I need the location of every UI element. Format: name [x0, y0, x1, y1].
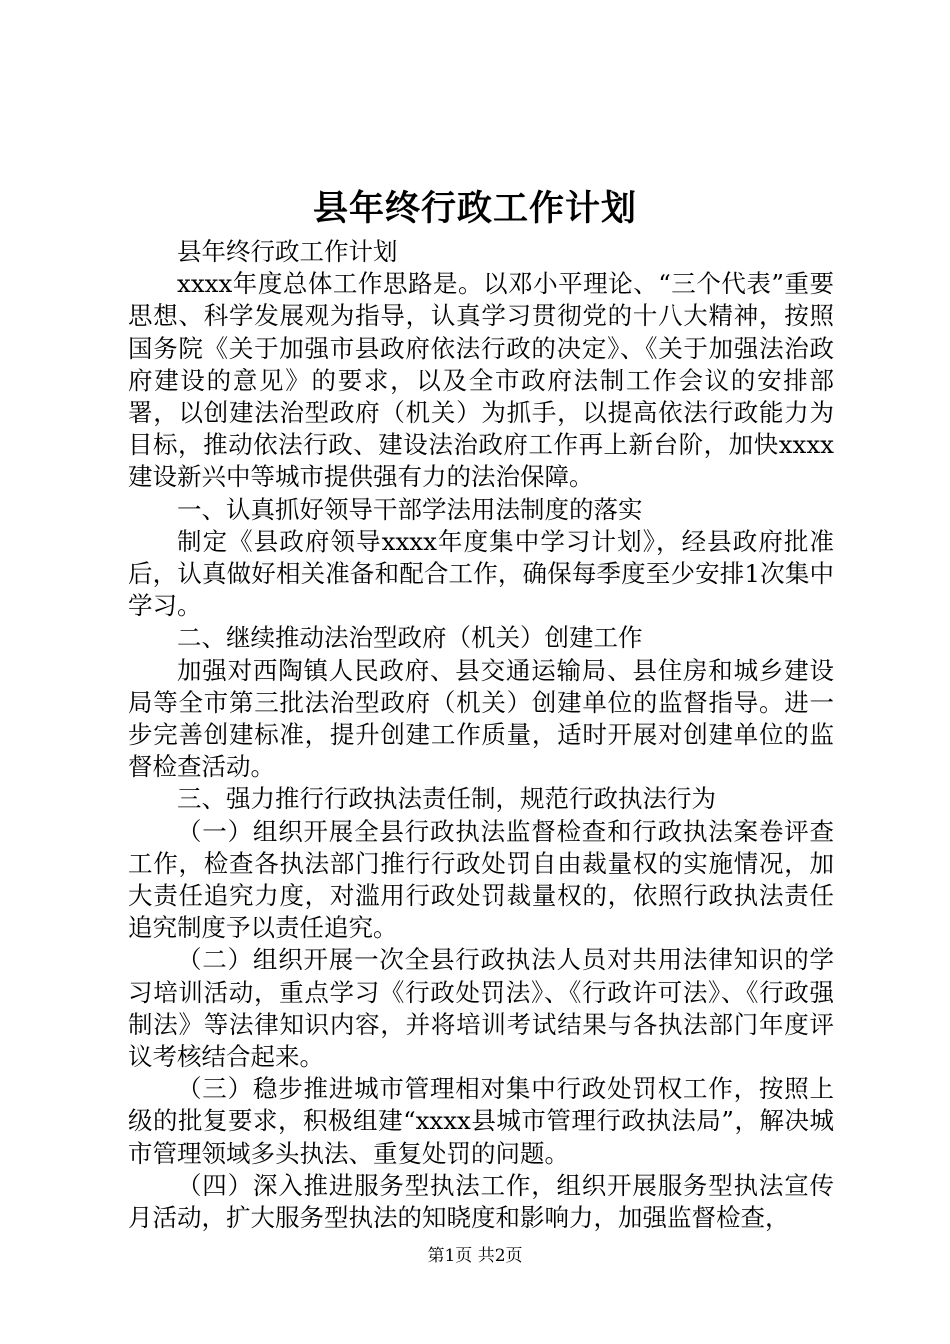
paragraph-section-2: 加强对西陶镇人民政府、县交通运输局、县住房和城乡建设局等全市第三批法治型政府（机关）创建单位的监督指导。进一步完善创建标准，提升创建工作质量，适时开展对创建单位的监督检查活动。 — [128, 655, 834, 782]
paragraph-overview: xxxx年度总体工作思路是。以邓小平理论、“三个代表”重要思想、科学发展观为指导，认真学习贯彻党的十八大精神，按照国务院《关于加强市县政府依法行政的决定》、《关于加强法治政府建设的意见》的要求，以及全市政府法制工作会议的安排部署，以创建法治型政府（机关）为抓手，以提高依法行政能力为目标，推动依法行政、建设法治政府工作再上新台阶，加快xxxx建设新兴中等城市提供强有力的法治保障。 — [128, 269, 834, 492]
paragraph-item-2: （二）组织开展一次全县行政执法人员对共用法律知识的学习培训活动，重点学习《行政处罚法》、《行政许可法》、《行政强制法》等法律知识内容，并将培训考试结果与各执法部门年度评议考核结合起来。 — [128, 945, 834, 1072]
section-heading-1: 一、认真抓好领导干部学法用法制度的落实 — [177, 494, 643, 524]
paragraph-item-3: （三）稳步推进城市管理相对集中行政处罚权工作，按照上级的批复要求，积极组建“xxxx县城市管理行政执法局”，解决城市管理领域多头执法、重复处罚的问题。 — [128, 1074, 834, 1168]
section-heading-2: 二、继续推动法治型政府（机关）创建工作 — [177, 623, 643, 653]
document-body — [128, 236, 834, 1234]
page-footer: 第1页 共2页 — [427, 1246, 523, 1266]
paragraph-section-1: 制定《县政府领导xxxx年度集中学习计划》，经县政府批准后，认真做好相关准备和配合工作，确保每季度至少安排1次集中学习。 — [128, 526, 834, 621]
paragraph-item-4: （四）深入推进服务型执法工作，组织开展服务型执法宣传月活动，扩大服务型执法的知晓度和影响力，加强监督检查， — [128, 1170, 834, 1233]
paragraph-subtitle: 县年终行政工作计划 — [177, 237, 398, 266]
document-title: 县年终行政工作计划 — [312, 188, 637, 229]
section-heading-3: 三、强力推行行政执法责任制，规范行政执法行为 — [177, 784, 716, 814]
paragraph-item-1: （一）组织开展全县行政执法监督检查和行政执法案卷评查工作，检查各执法部门推行行政处罚自由裁量权的实施情况，加大责任追究力度，对滥用行政处罚裁量权的，依照行政执法责任追究制度予以责任追究。 — [128, 816, 834, 943]
